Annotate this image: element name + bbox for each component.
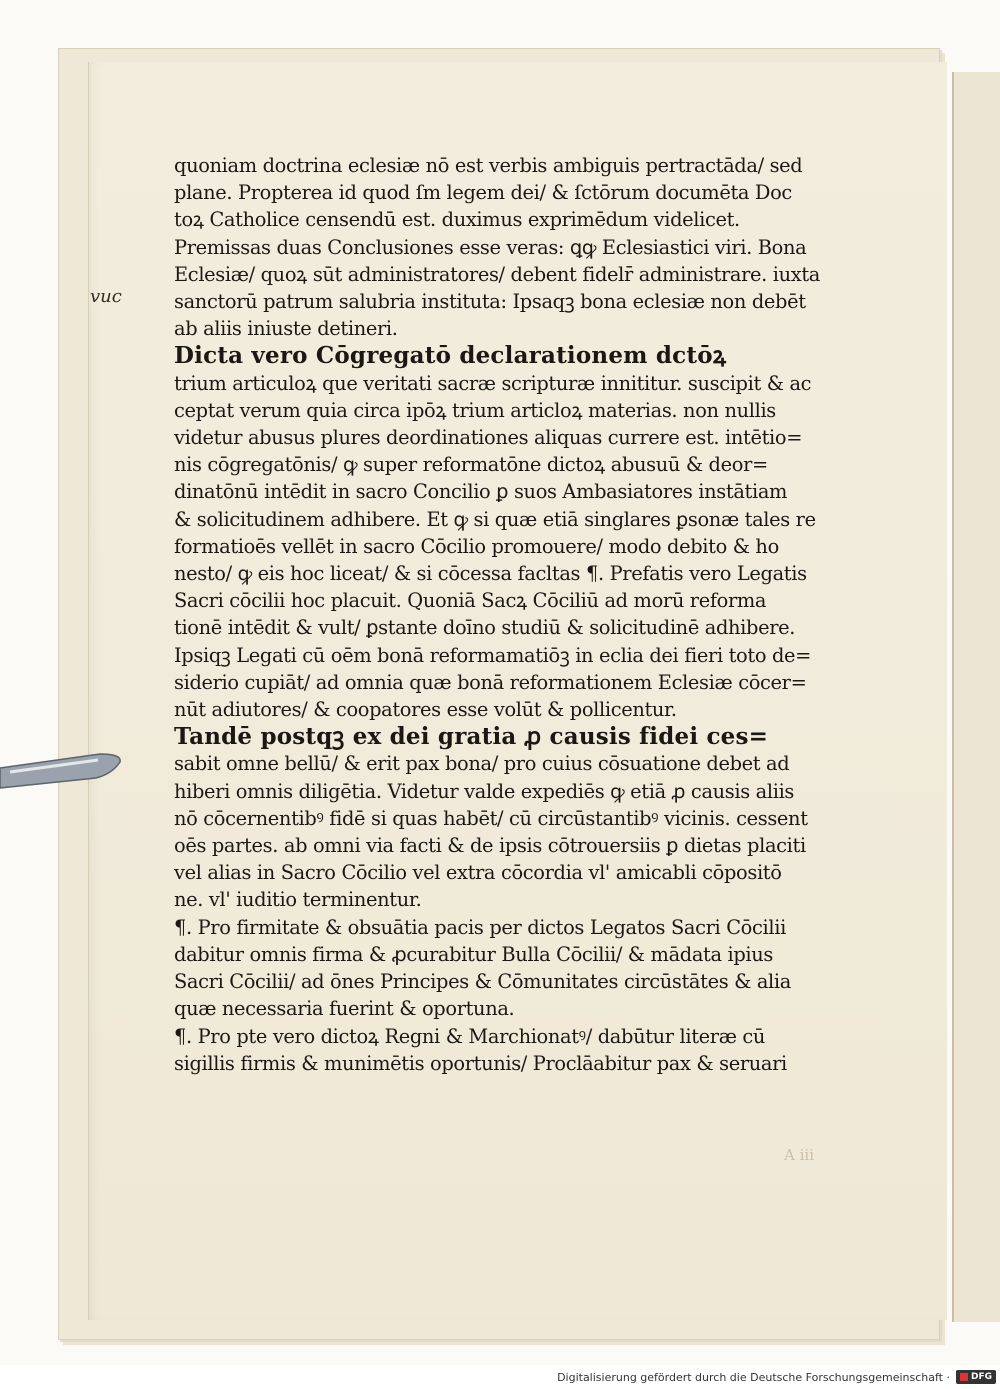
footer-bar — [0, 1365, 1000, 1389]
margin-note: vuc — [90, 286, 122, 307]
text-line: ne. vl' iuditio terminentur. — [174, 888, 422, 912]
text-line: & solicitudinem adhibere. Et ꝙ si quæ etiā singlares ꝑsonæ tales re — [174, 507, 816, 531]
text-line: Sacri Cōcilii/ ad ōnes Principes & Cōmunitates circūstātes & alia — [174, 970, 791, 994]
dfg-logo — [956, 1370, 996, 1384]
text-line: Tandē postqꝫ ex dei gratia ꝓ causis fidei ces= — [174, 723, 769, 751]
text-line: ¶. Pro pte vero dictoꝝ Regni & Marchionatꝰ/ dabūtur literæ cū — [174, 1024, 766, 1048]
text-line: tionē intēdit & vult/ ꝑstante doīno studiū & solicitudinē adhibere. — [174, 616, 796, 640]
text-line: sabit omne bellū/ & erit pax bona/ pro cuius cōsuatione debet ad — [174, 752, 790, 776]
text-line: dinatōnū intēdit in sacro Concilio ꝑ suos Ambasiatores instātiam — [174, 480, 788, 504]
text-line: videtur abusus plures deordinationes aliquas currere est. intētio= — [174, 426, 803, 450]
signature-mark: A iii — [784, 1146, 814, 1164]
dfg-logo-text: DFG — [970, 1372, 992, 1382]
main-text — [174, 152, 850, 1077]
text-line: nūt adiutores/ & coopatores esse volūt & pollicentur. — [174, 698, 677, 722]
text-line: dabitur omnis firma & ꝓcurabitur Bulla Cōcilii/ & mādata ipius — [174, 942, 774, 966]
text-line: Eclesiæ/ quoꝝ sūt administratores/ debent fidelr̄ administrare. iuxta — [174, 262, 820, 286]
text-line: sanctorū patrum salubria instituta: Ipsaqꝫ bona eclesiæ non debēt — [174, 290, 806, 314]
facing-page-edge — [952, 72, 1000, 1322]
text-line: siderio cupiāt/ ad omnia quæ bonā reformationem Eclesiæ cōcer= — [174, 670, 807, 694]
text-line: oēs partes. ab omni via facti & de ipsis cōtrouersiis ꝑ dietas placiti — [174, 834, 806, 858]
text-line: ab aliis iniuste detineri. — [174, 317, 398, 341]
text-line: hiberi omnis diligētia. Videtur valde expediēs ꝙ etiā ꝓ causis aliis — [174, 779, 795, 803]
dfg-logo-square-icon — [960, 1373, 968, 1381]
text-line: nō cōcernentibꝰ fidē si quas habēt/ cū circūstantibꝰ vicinis. cessent — [174, 806, 808, 830]
text-line: quæ necessaria fuerint & oportuna. — [174, 997, 515, 1021]
page-pointer-icon — [0, 740, 130, 800]
footer-credit: Digitalisierung gefördert durch die Deutsche Forschungsgemeinschaft · — [557, 1370, 950, 1384]
text-line: formatioēs vellēt in sacro Cōcilio promouere/ modo debito & ho — [174, 534, 779, 558]
text-line: plane. Propterea id quod ſm legem dei/ & ſctōrum documēta Doc — [174, 181, 792, 205]
text-line: ceptat verum quia circa ipōꝝ trium articloꝝ materias. non nullis — [174, 398, 776, 422]
text-line: trium articuloꝝ que veritati sacræ scripturæ innititur. suscipit & ac — [174, 371, 812, 395]
text-line: Premissas duas Conclusiones esse veras: ꝗꝙ Eclesiastici viri. Bona — [174, 235, 807, 259]
text-line: nis cōgregatōnis/ ꝙ super reformatōne dictoꝝ abusuū & deor= — [174, 453, 768, 477]
text-line: quoniam doctrina eclesiæ nō est verbis ambiguis pertractāda/ sed — [174, 154, 803, 177]
text-line: nesto/ ꝙ eis hoc liceat/ & si cōcessa facltas ¶. Prefatis vero Legatis — [174, 562, 807, 586]
text-line: Dicta vero Cōgregatō declarationem dctōꝝ — [174, 342, 727, 370]
text-line: Ipsiqꝫ Legati cū oēm bonā reformamatiōꝫ in eclia dei fieri toto de= — [174, 643, 812, 667]
text-line: vel alias in Sacro Cōcilio vel extra cōcordia vl' amicabli cōpositō — [174, 861, 782, 885]
text-line: sigillis firmis & munimētis oportunis/ Proclāabitur pax & seruari — [174, 1051, 787, 1075]
text-line: toꝝ Catholice censendū est. duximus exprimēdum videlicet. — [174, 208, 740, 232]
text-line: ¶. Pro firmitate & obsuātia pacis per dictos Legatos Sacri Cōcilii — [174, 915, 786, 939]
text-line: Sacri cōcilii hoc placuit. Quoniā Sacꝝ Cōciliū ad morū reforma — [174, 589, 767, 613]
